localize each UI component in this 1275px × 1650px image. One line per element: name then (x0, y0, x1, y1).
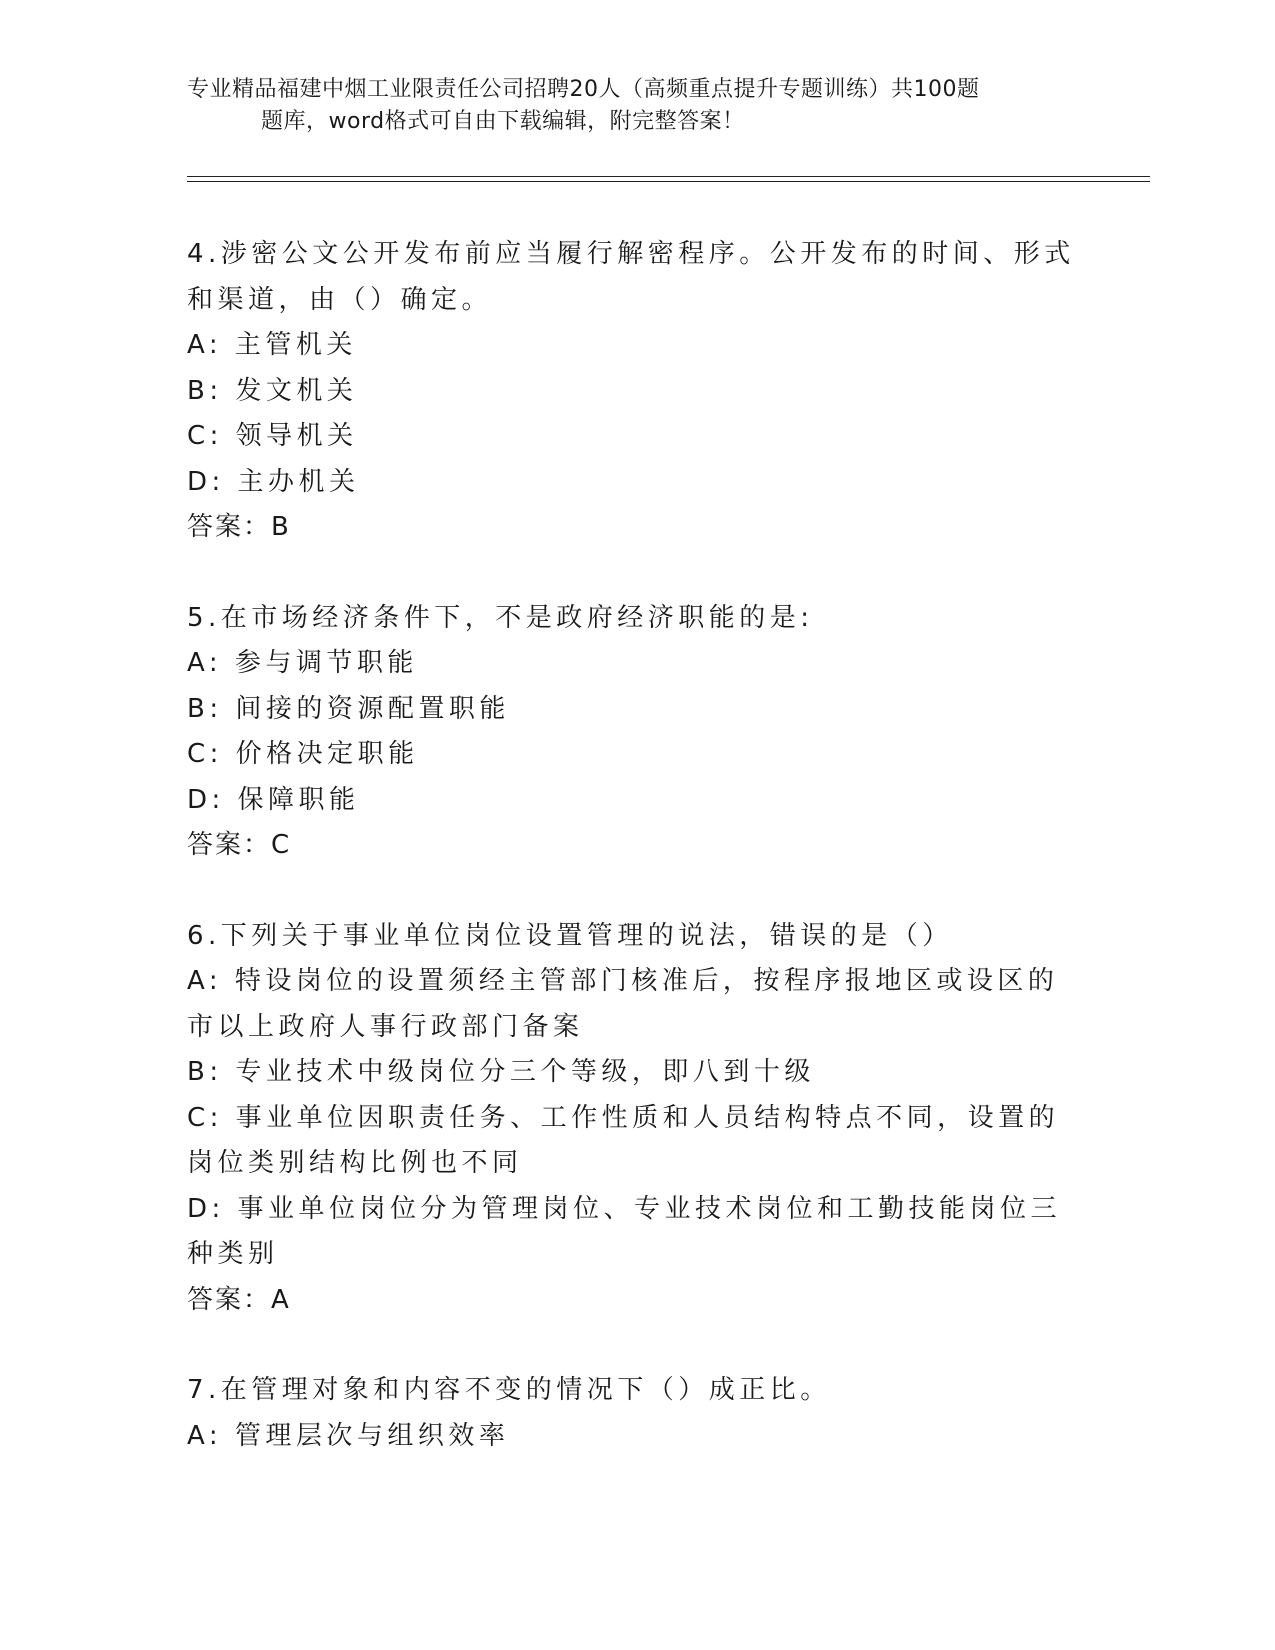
question-list (187, 232, 1087, 1459)
header-title-line1: 专业精品福建中烟工业限责任公司招聘20人（高频重点提升专题训练）共100题 (187, 77, 980, 102)
answer-line: 答案：B (187, 512, 291, 542)
question-4 (187, 232, 1087, 551)
question-stem: 6.下列关于事业单位岗位设置管理的说法，错误的是（） (187, 920, 953, 951)
option-b: B: 间接的资源配置职能 (187, 693, 510, 724)
option-a: A: 管理层次与组织效率 (187, 1420, 510, 1451)
option-d: D: 事业单位岗位分为管理岗位、专业技术岗位和工勤技能岗位三种类别 (187, 1193, 1062, 1269)
question-stem: 4.涉密公文公开发布前应当履行解密程序。公开发布的时间、形式和渠道，由（）确定。 (187, 239, 1075, 315)
answer-line: 答案：C (187, 830, 292, 860)
option-c: C: 事业单位因职责任务、工作性质和人员结构特点不同，设置的岗位类别结构比例也不同 (187, 1102, 1060, 1178)
option-d: D: 保障职能 (187, 784, 360, 815)
option-c: C: 价格决定职能 (187, 739, 419, 769)
question-6 (187, 914, 1087, 1324)
question-7 (187, 1368, 1087, 1459)
option-a: A: 参与调节职能 (187, 648, 418, 678)
option-c: C: 领导机关 (187, 421, 358, 451)
question-stem: 5.在市场经济条件下，不是政府经济职能的是: (187, 602, 814, 633)
question-stem: 7.在管理对象和内容不变的情况下（）成正比。 (187, 1375, 831, 1405)
header-title-line2: 题库，word格式可自由下载编辑，附完整答案！ (261, 109, 745, 134)
option-b: B: 专业技术中级岗位分三个等级，即八到十级 (187, 1057, 815, 1087)
document-header (187, 74, 1087, 138)
header-divider-top (187, 176, 1150, 177)
option-d: D: 主办机关 (187, 466, 360, 497)
answer-line: 答案：A (187, 1284, 291, 1315)
option-a: A: 特设岗位的设置须经主管部门核准后，按程序报地区或设区的市以上政府人事行政部门备案 (187, 966, 1059, 1042)
option-b: B: 发文机关 (187, 375, 358, 406)
header-divider-bottom (187, 181, 1150, 182)
option-a: A: 主管机关 (187, 330, 357, 360)
question-5 (187, 596, 1087, 869)
